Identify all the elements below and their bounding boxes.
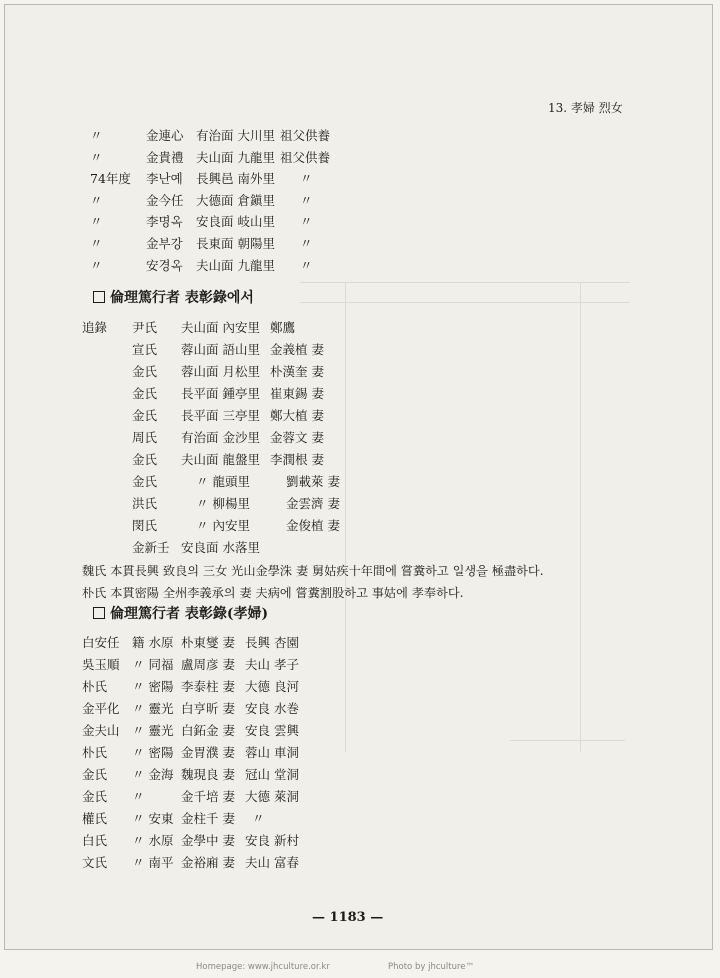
list-item-place: 夫山面 九龍里 [196, 150, 275, 165]
list-item-name: 尹氏 [132, 320, 158, 335]
list-item-place: 大德 萊洞 [245, 789, 299, 804]
list-item-name: 朴氏 [82, 679, 108, 694]
list-item-spouse: 魏現良 妻 [181, 767, 235, 782]
list-item-mark: 〃 [90, 128, 103, 143]
list-item-place: 蓉山 車洞 [245, 745, 299, 760]
list-item-spouse: 金柱千 妻 [181, 811, 235, 826]
checkbox-square-icon [93, 291, 105, 303]
list-item-spouse: 朴東燮 妻 [181, 635, 235, 650]
footer-homepage: Homepage: www.jhculture.or.kr [196, 962, 330, 972]
list-item-spouse: 劉載萊 妻 [286, 474, 340, 489]
list-item-name: 金氏 [132, 408, 158, 423]
list-item-name: 金부강 [146, 236, 183, 251]
section-title-filial [93, 606, 268, 622]
list-item-mark: 〃 [90, 258, 103, 273]
list-item-year: 74年度 [90, 171, 131, 186]
list-item-origin: 〃 安東 [132, 811, 174, 826]
list-item-mark: 〃 [90, 214, 103, 229]
list-item-name: 金氏 [132, 386, 158, 401]
list-item-origin: 〃 同福 [132, 657, 174, 672]
biography-paragraph: 朴氏 本貫密陽 全州李義承의 妻 夫病에 嘗糞割股하고 事姑에 孝奉하다. [82, 586, 464, 600]
list-item-spouse: 鄭鷹 [270, 320, 296, 335]
list-item-spouse: 李潤根 妻 [270, 452, 324, 467]
list-item-spouse: 金雲濟 妻 [286, 496, 340, 511]
section-title-text: 倫理篤行者 表彰錄(孝婦) [110, 606, 269, 622]
list-item-spouse: 崔東錫 妻 [270, 386, 324, 401]
page-number: — 1183 — [312, 910, 384, 925]
list-item-name: 李난예 [146, 171, 183, 186]
list-item-place: 〃 龍頭里 [196, 474, 250, 489]
section-title-awards [93, 290, 254, 306]
list-item-name: 周氏 [132, 430, 158, 445]
list-item-name: 吳玉順 [82, 657, 120, 672]
list-item-spouse: 金胃濮 妻 [181, 745, 235, 760]
list-item-origin: 〃 密陽 [132, 745, 174, 760]
list-item-name: 金今任 [146, 193, 184, 208]
list-item-place: 安良面 岐山里 [196, 214, 275, 229]
list-item-deed: 祖父供養 [280, 150, 331, 165]
list-item-name: 朴氏 [82, 745, 108, 760]
checkbox-square-icon [93, 607, 105, 619]
list-item-name: 金貴禮 [146, 150, 184, 165]
list-item-place: 安良面 水落里 [181, 540, 260, 555]
list-item-deed: 祖父供養 [280, 128, 331, 143]
list-item-place: 大德 良河 [245, 679, 299, 694]
list-item-spouse: 金裕廂 妻 [181, 855, 235, 870]
list-item-mark: 〃 [90, 150, 103, 165]
list-item-name: 白氏 [82, 833, 108, 848]
list-item-deed: 〃 [300, 171, 313, 186]
footer-photo-credit: Photo by jhculture™ [388, 962, 475, 972]
list-item-origin: 〃 金海 [132, 767, 174, 782]
list-item-deed: 〃 [300, 214, 313, 229]
list-item-origin: 〃 靈光 [132, 723, 174, 738]
list-item-name: 洪氏 [132, 496, 158, 511]
list-item-origin: 〃 水原 [132, 833, 174, 848]
list-item-name: 金平化 [82, 701, 120, 716]
list-item-spouse: 金學中 妻 [181, 833, 235, 848]
list-item-origin: 籍 水原 [132, 635, 174, 650]
list-item-place: 長平面 鍾亭里 [181, 386, 260, 401]
list-item-place: 夫山面 龍盤里 [181, 452, 260, 467]
list-item-name: 金新壬 [132, 540, 170, 555]
list-item-name: 金氏 [132, 364, 158, 379]
list-item-origin: 〃 [132, 789, 145, 804]
list-item-spouse: 金千培 妻 [181, 789, 235, 804]
list-item-place: 有治面 金沙里 [181, 430, 260, 445]
list-item-name: 文氏 [82, 855, 108, 870]
list-item-spouse: 金俊植 妻 [286, 518, 340, 533]
list-item-name: 權氏 [82, 811, 108, 826]
list-item-place: 長興 杏園 [245, 635, 299, 650]
list-item-place: 大德面 倉鎭里 [196, 193, 275, 208]
section-title-text: 倫理篤行者 表彰錄에서 [110, 290, 254, 306]
list-item-place: 蓉山面 語山里 [181, 342, 260, 357]
list-item-place: 〃 [252, 811, 265, 826]
list-item-spouse: 金義植 妻 [270, 342, 324, 357]
list-item-place: 〃 柳楊里 [196, 496, 250, 511]
list-item-name: 金氏 [132, 474, 158, 489]
list-item-origin: 〃 南平 [132, 855, 174, 870]
list-item-name: 李명옥 [146, 214, 183, 229]
list-item-name: 安경옥 [146, 258, 183, 273]
list-item-name: 金氏 [82, 767, 108, 782]
list-item-place: 夫山面 內安里 [181, 320, 260, 335]
list-item-place: 長平面 三亭里 [181, 408, 260, 423]
list-item-origin: 〃 靈光 [132, 701, 174, 716]
list-item-mark: 〃 [90, 236, 103, 251]
list-item-name: 金夫山 [82, 723, 120, 738]
list-item-place: 有治面 大川里 [196, 128, 275, 143]
list-item-deed: 〃 [300, 236, 313, 251]
list-item-spouse: 白亨昕 妻 [181, 701, 235, 716]
list-item-name: 金氏 [132, 452, 158, 467]
list-item-origin: 〃 密陽 [132, 679, 174, 694]
list-item-spouse: 盧周彦 妻 [181, 657, 235, 672]
list-item-place: 夫山 富春 [245, 855, 299, 870]
list-item-place: 夫山 孝子 [245, 657, 299, 672]
list-item-spouse: 白鉐金 妻 [181, 723, 235, 738]
list-item-name: 白安任 [82, 635, 120, 650]
list-item-name: 金連心 [146, 128, 184, 143]
list-item-deed: 〃 [300, 258, 313, 273]
list-item-place: 長東面 朝陽里 [196, 236, 275, 251]
list-item-place: 〃 內安里 [196, 518, 250, 533]
list-item-spouse: 朴漢奎 妻 [270, 364, 324, 379]
list-item-place: 安良 雲興 [245, 723, 299, 738]
biography-paragraph: 魏氏 本貫長興 致良의 三女 光山金學洙 妻 舅姑疾十年間에 嘗糞하고 일생을 極盡하다. [82, 564, 544, 578]
list-item-tag: 追錄 [82, 320, 108, 335]
list-item-deed: 〃 [300, 193, 313, 208]
running-header: 13. 孝婦 烈女 [548, 101, 623, 115]
list-item-spouse: 鄭大植 妻 [270, 408, 324, 423]
list-item-place: 長興邑 南外里 [196, 171, 275, 186]
list-item-spouse: 李泰柱 妻 [181, 679, 235, 694]
list-item-place: 安良 水巻 [245, 701, 299, 716]
list-item-place: 冠山 堂洞 [245, 767, 299, 782]
list-item-place: 安良 新村 [245, 833, 299, 848]
list-item-name: 金氏 [82, 789, 108, 804]
list-item-name: 宣氏 [132, 342, 158, 357]
list-item-mark: 〃 [90, 193, 103, 208]
list-item-name: 閔氏 [132, 518, 158, 533]
list-item-place: 蓉山面 月松里 [181, 364, 260, 379]
list-item-place: 夫山面 九龍里 [196, 258, 275, 273]
list-item-spouse: 金蓉文 妻 [270, 430, 324, 445]
